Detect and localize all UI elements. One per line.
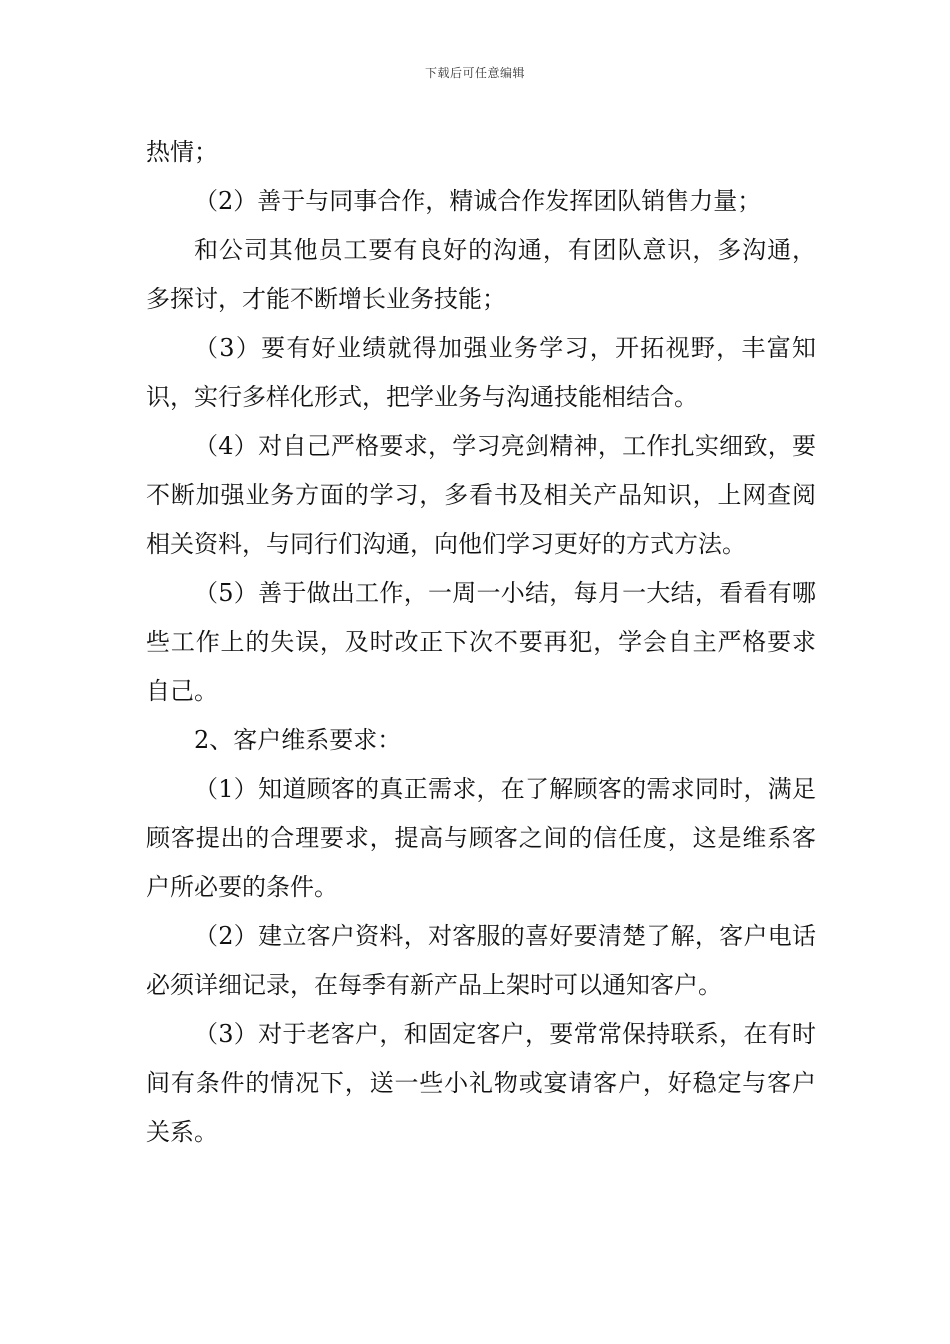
- paragraph-5: （4）对自己严格要求，学习亮剑精神，工作扎实细致，要不断加强业务方面的学习，多看书及相关产品知识，上网查阅相关资料，与同行们沟通，向他们学习更好的方式方法。: [146, 432, 816, 558]
- paragraph-9: （2）建立客户资料，对客服的喜好要清楚了解，客户电话必须详细记录，在每季有新产品上架时可以通知客户。: [146, 922, 816, 999]
- section-heading-customer: 2、客户维系要求：: [194, 726, 402, 754]
- paragraph-4: （3）要有好业绩就得加强业务学习，开拓视野，丰富知识，实行多样化形式，把学业务与沟通技能相结合。: [146, 334, 816, 411]
- paragraph-3: 和公司其他员工要有良好的沟通，有团队意识，多沟通，多探讨，才能不断增长业务技能；: [146, 236, 816, 313]
- paragraph-10: （3）对于老客户，和固定客户，要常常保持联系，在有时间有条件的情况下，送一些小礼物或宴请客户，好稳定与客户关系。: [146, 1020, 816, 1146]
- paragraph-8: （1）知道顾客的真正需求，在了解顾客的需求同时，满足顾客提出的合理要求，提高与顾客之间的信任度，这是维系客户所必要的条件。: [146, 775, 816, 901]
- paragraph-6: （5）善于做出工作，一周一小结，每月一大结，看看有哪些工作上的失误，及时改正下次不要再犯，学会自主严格要求自己。: [146, 579, 816, 705]
- paragraph-2: （2）善于与同事合作，精诚合作发挥团队销售力量；: [194, 187, 762, 215]
- document-body: [146, 128, 816, 1157]
- paragraph-1: 热情；: [146, 138, 218, 166]
- header-note: 下载后可任意编辑: [424, 66, 525, 80]
